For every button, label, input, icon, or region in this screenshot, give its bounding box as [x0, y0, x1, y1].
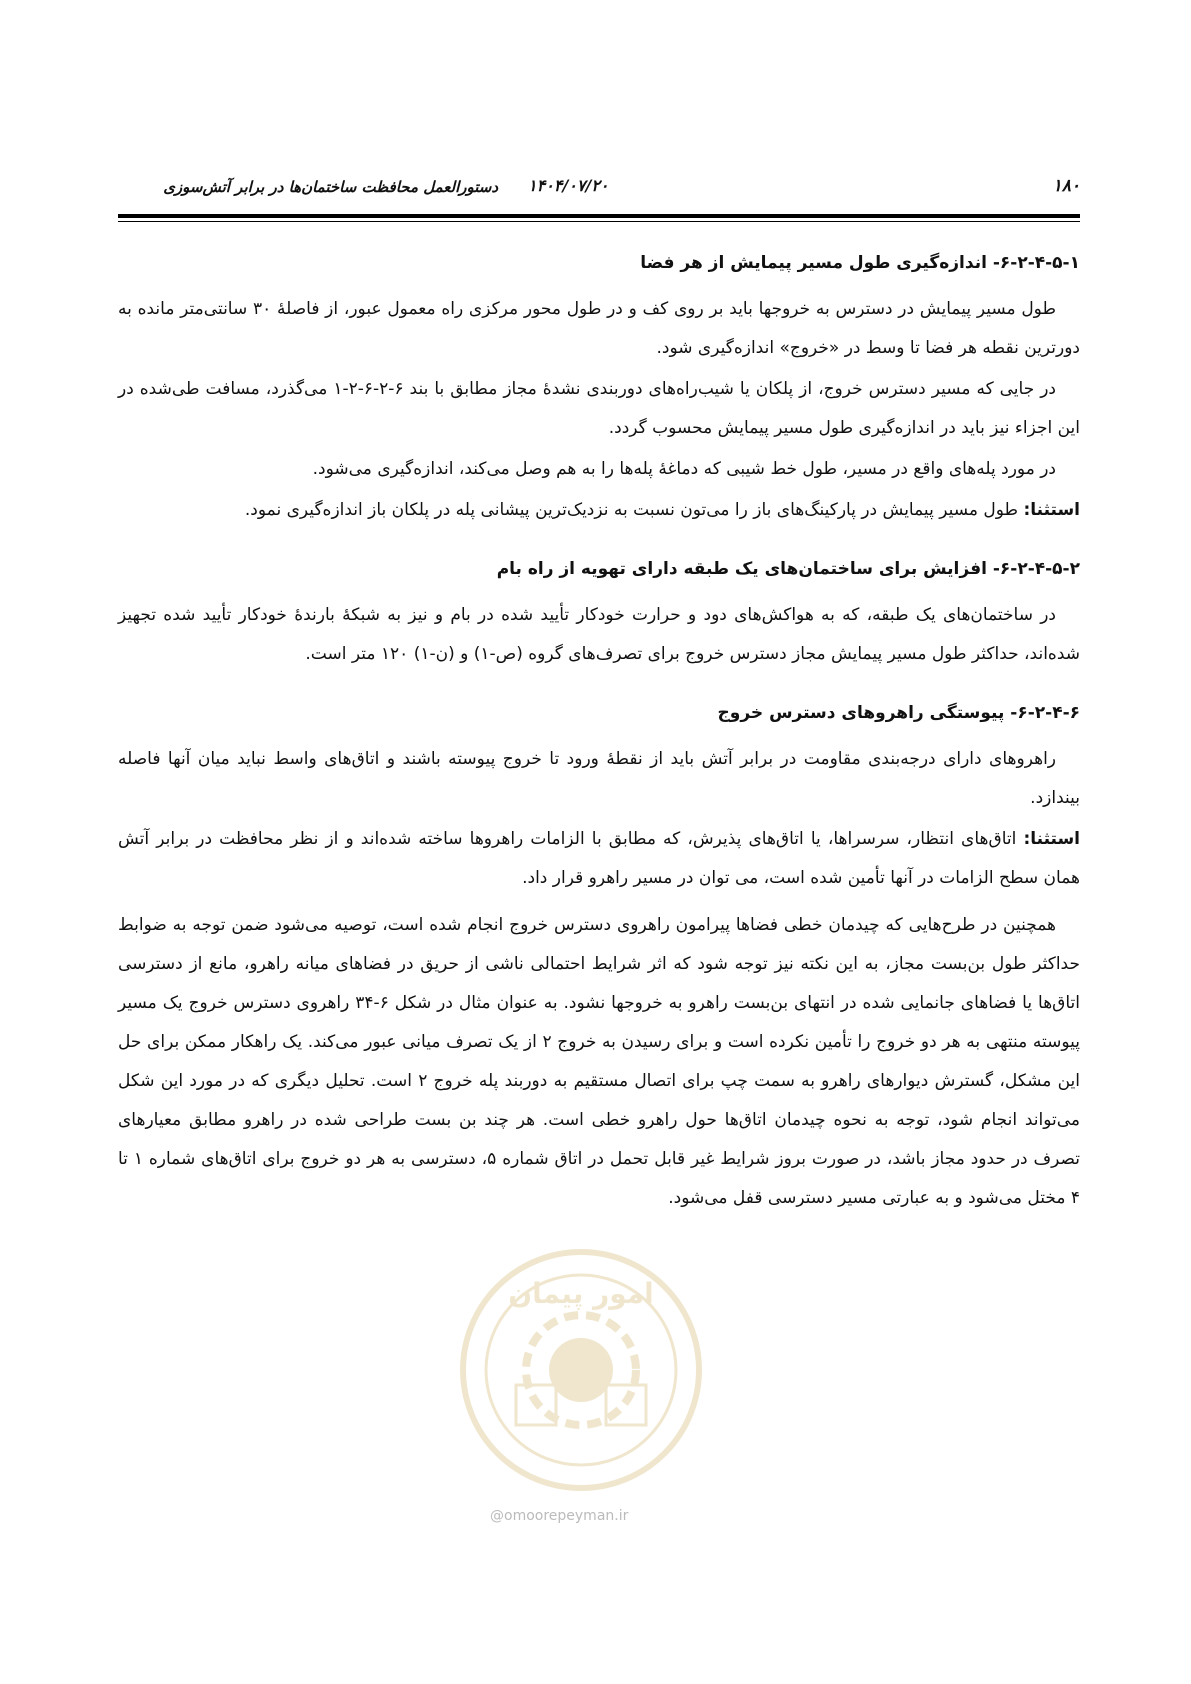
spacer: [118, 676, 1080, 698]
paragraph: طول مسیر پیمایش در دسترس به خروجها باید بر روی کف و در طول محور مرکزی راه معمول عبور، از فاصلهٔ ۳۰ سانتی‌متر مانده به دورترین نقطه هر فضا تا وسط در «خروج» اندازه‌گیری شود.: [118, 299, 1080, 358]
section-heading: ۶-۲-۴-۵-۱- اندازه‌گیری طول مسیر پیمایش از هر فضا: [640, 253, 1080, 273]
exception-paragraph: [118, 820, 1080, 898]
exception-label: استثنا:: [1023, 829, 1080, 849]
section-heading: ۶-۲-۴-۵-۲- افزایش برای ساختمان‌های یک طبقه دارای تهویه از راه بام: [496, 559, 1080, 579]
paragraph: راهروهای دارای درجه‌بندی مقاومت در برابر آتش باید از نقطهٔ ورود تا خروج پیوسته باشند و اتاق‌های واسط نباید میان آنها فاصله بیندازد.: [118, 749, 1080, 808]
exception-text: اتاق‌های انتظار، سرسراها، یا اتاق‌های پذیرش، که مطابق با الزامات راهروها ساخته شده‌اند و از نظر محافظت در برابر آتش همان سطح الزامات در آنها تأمین شده است، می توان در مسیر راهرو قرار داد.: [118, 829, 1080, 888]
exception-text: طول مسیر پیمایش در پارکینگ‌های باز را می‌تون نسبت به نزدیک‌ترین پیشانی پله در پلکان باز اندازه‌گیری نمود.: [244, 500, 1024, 520]
page-header: [118, 176, 1080, 206]
watermark-logo-icon: [456, 1245, 706, 1495]
watermark-logo-text: امور پیمان: [508, 1277, 654, 1310]
paragraph: همچنین در طرح‌هایی که چیدمان خطی فضاها پیرامون راهروی دسترس خروج انجام شده است، توصیه می‌شود ضمن توجه به ضوابط حداکثر طول بن‌بست مجاز، به این نکته نیز توجه شود که اثر شرایط احتمالی ناشی از حریق در فضاهای میانه راهرو، مانع از دسترسی اتاق‌ها یا فضاهای جانمایی شده در انتهای بن‌بست راهرو به خروجها نشود. به عنوان مثال در شکل ۶-۳۴ راهروی دسترس خروج یک مسیر پیوسته منتهی به هر دو خروج را تأمین نکرده است و برای رسیدن به خروج ۲ از یک تصرف میانی عبور می‌کند. یک راهکار ممکن برای حل این مشکل، گسترش دیوارهای راهرو به سمت چپ برای اتصال مستقیم به دوربند پله خروج ۲ است. تحلیل دیگری که در مورد این شکل می‌تواند انجام شود، توجه به نحوه چیدمان اتاق‌ها حول راهرو خطی است. هر چند بن بست طراحی شده در راهرو مطابق معیارهای تصرف در حدود مجاز باشد، در صورت بروز شرایط غیر قابل تحمل در اتاق شماره ۵، دسترسی به هر دو خروج برای اتاق‌های شماره ۱ تا ۴ مختل می‌شود و به عبارتی مسیر دسترسی قفل می‌شود.: [118, 915, 1080, 1208]
paragraph: در جایی که مسیر دسترس خروج، از پلکان یا شیب‌راه‌های دوربندی نشدهٔ مجاز مطابق با بند ۶-۲-۶-۲-۱ می‌گذرد، مسافت طی‌شده در این اجزاء نیز باید در اندازه‌گیری طول مسیر پیمایش محسوب گردد.: [118, 379, 1080, 438]
body-content: [118, 248, 1080, 1220]
paragraph: در مورد پله‌های واقع در مسیر، طول خط شیبی که دماغهٔ پله‌ها را به هم وصل می‌کند، اندازه‌گیری می‌شود.: [312, 459, 1056, 479]
exception-paragraph: [118, 491, 1080, 530]
header-rule-thin: [118, 221, 1080, 222]
section-heading: ۶-۲-۴-۶- پیوستگی راهروهای دسترس خروج: [717, 703, 1080, 723]
header-title: دستورالعمل محافظت ساختمان‌ها در برابر آتش‌سوزی: [163, 178, 498, 196]
page-number: ۱۸۰: [1052, 176, 1080, 196]
spacer: [118, 532, 1080, 554]
header-date: ۱۴۰۴/۰۷/۲۰: [528, 176, 609, 195]
exception-label: استثنا:: [1023, 500, 1080, 520]
paragraph: در ساختمان‌های یک طبقه، که به هواکش‌های دود و حرارت خودکار تأیید شده در بام و نیز به شبکهٔ بارندهٔ خودکار تأیید شده تجهیز شده‌اند، حداکثر طول مسیر پیمایش مجاز دسترس خروج برای تصرف‌های گروه (ص-۱) و (ن-۱) ۱۲۰ متر است.: [118, 605, 1080, 664]
header-rule-thick: [118, 214, 1080, 218]
watermark-text: @omoorepeyman.ir: [490, 1508, 629, 1524]
